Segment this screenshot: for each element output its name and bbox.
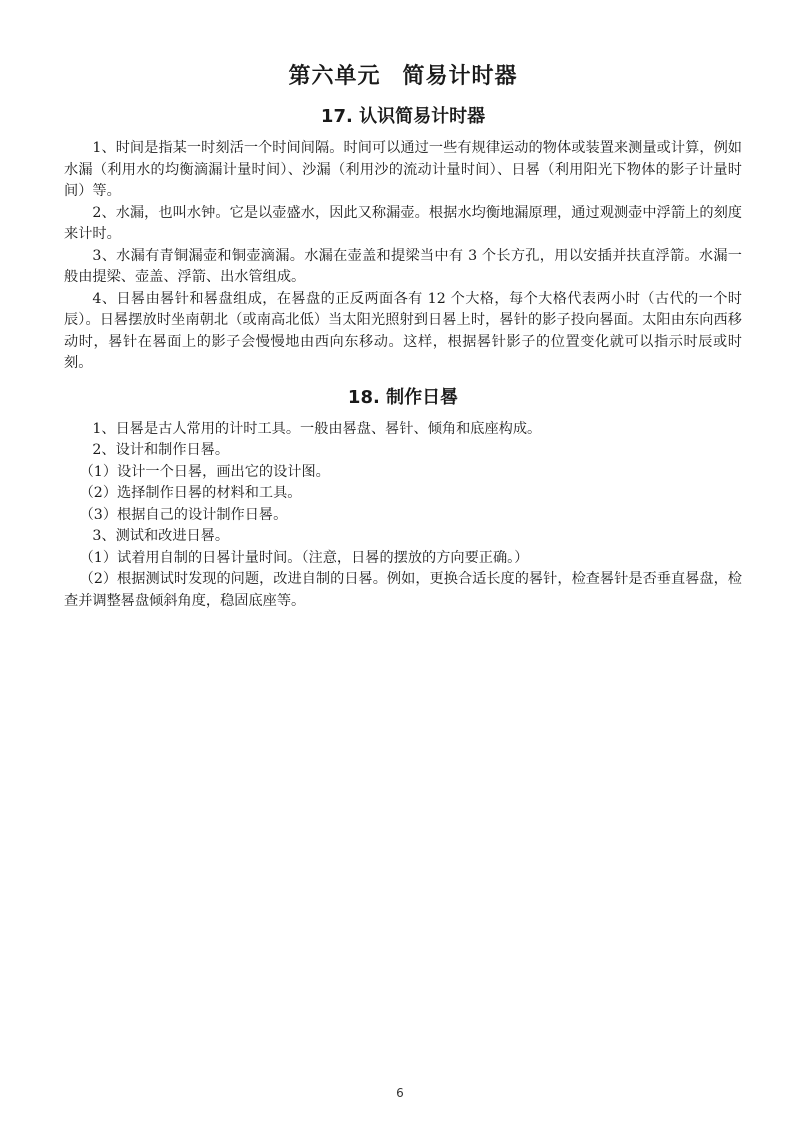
section-17-paragraph-4: 4、日晷由晷针和晷盘组成，在晷盘的正反两面各有 12 个大格，每个大格代表两小时（古代的一个时辰）。日晷摆放时坐南朝北（或南高北低）当太阳光照射到日晷上时，晷针的影子投向晷面。太阳由东向西移动时，晷针在晷面上的影子会慢慢地由西向东移动。这样，根据晷针影子的位置变化就可以指示时辰或时刻。 [64,290,742,371]
section-18-paragraph-2: 2、设计和制作日晷。 [92,442,230,458]
section-18-step-3-2: （2）根据测试时发现的问题，改进自制的日晷。例如，更换合适长度的晷针，检查晷针是否垂直晷盘，检查并调整晷盘倾斜角度，稳固底座等。 [64,571,742,609]
section-18-step-2-1: （1）设计一个日晷，画出它的设计图。 [79,463,330,480]
section-18-paragraph-3: 3、测试和改进日晷。 [92,528,230,544]
section-17-title: 17. 认识简易计时器 [320,106,486,127]
section-17 [64,104,742,375]
section-18-step-2-3: （3）根据自己的设计制作日晷。 [79,506,288,523]
page-number: 6 [396,1086,404,1100]
section-17-paragraph-2: 2、水漏，也叫水钟。它是以壶盛水，因此又称漏壶。根据水均衡地漏原理，通过观测壶中浮箭上的刻度来计时。 [64,204,742,242]
unit-name: 简易计时器 [402,64,518,89]
section-17-paragraph-3: 3、水漏有青铜漏壶和铜壶滴漏。水漏在壶盖和提梁当中有 3 个长方孔，用以安插并扶直浮箭。水漏一般由提梁、壶盖、浮箭、出水管组成。 [64,247,742,285]
section-18-step-2-2: （2）选择制作日晷的材料和工具。 [79,485,302,501]
unit-title [64,62,742,92]
section-18-title: 18. 制作日晷 [347,386,459,408]
section-18-paragraph-1: 1、日晷是古人常用的计时工具。一般由晷盘、晷针、倾角和底座构成。 [92,420,542,437]
unit-label: 第六单元 [288,64,381,89]
section-17-paragraph-1: 1、时间是指某一时刻活一个时间间隔。时间可以通过一些有规律运动的物体或装置来测量或计算，例如水漏（利用水的均衡滴漏计量时间）、沙漏（利用沙的流动计量时间）、日晷（利用阳光下物体的影子计量时间）等。 [64,140,742,199]
section-18-step-3-1: （1）试着用自制的日晷计量时间。（注意，日晷的摆放的方向要正确。） [79,549,529,566]
section-18 [64,385,742,613]
